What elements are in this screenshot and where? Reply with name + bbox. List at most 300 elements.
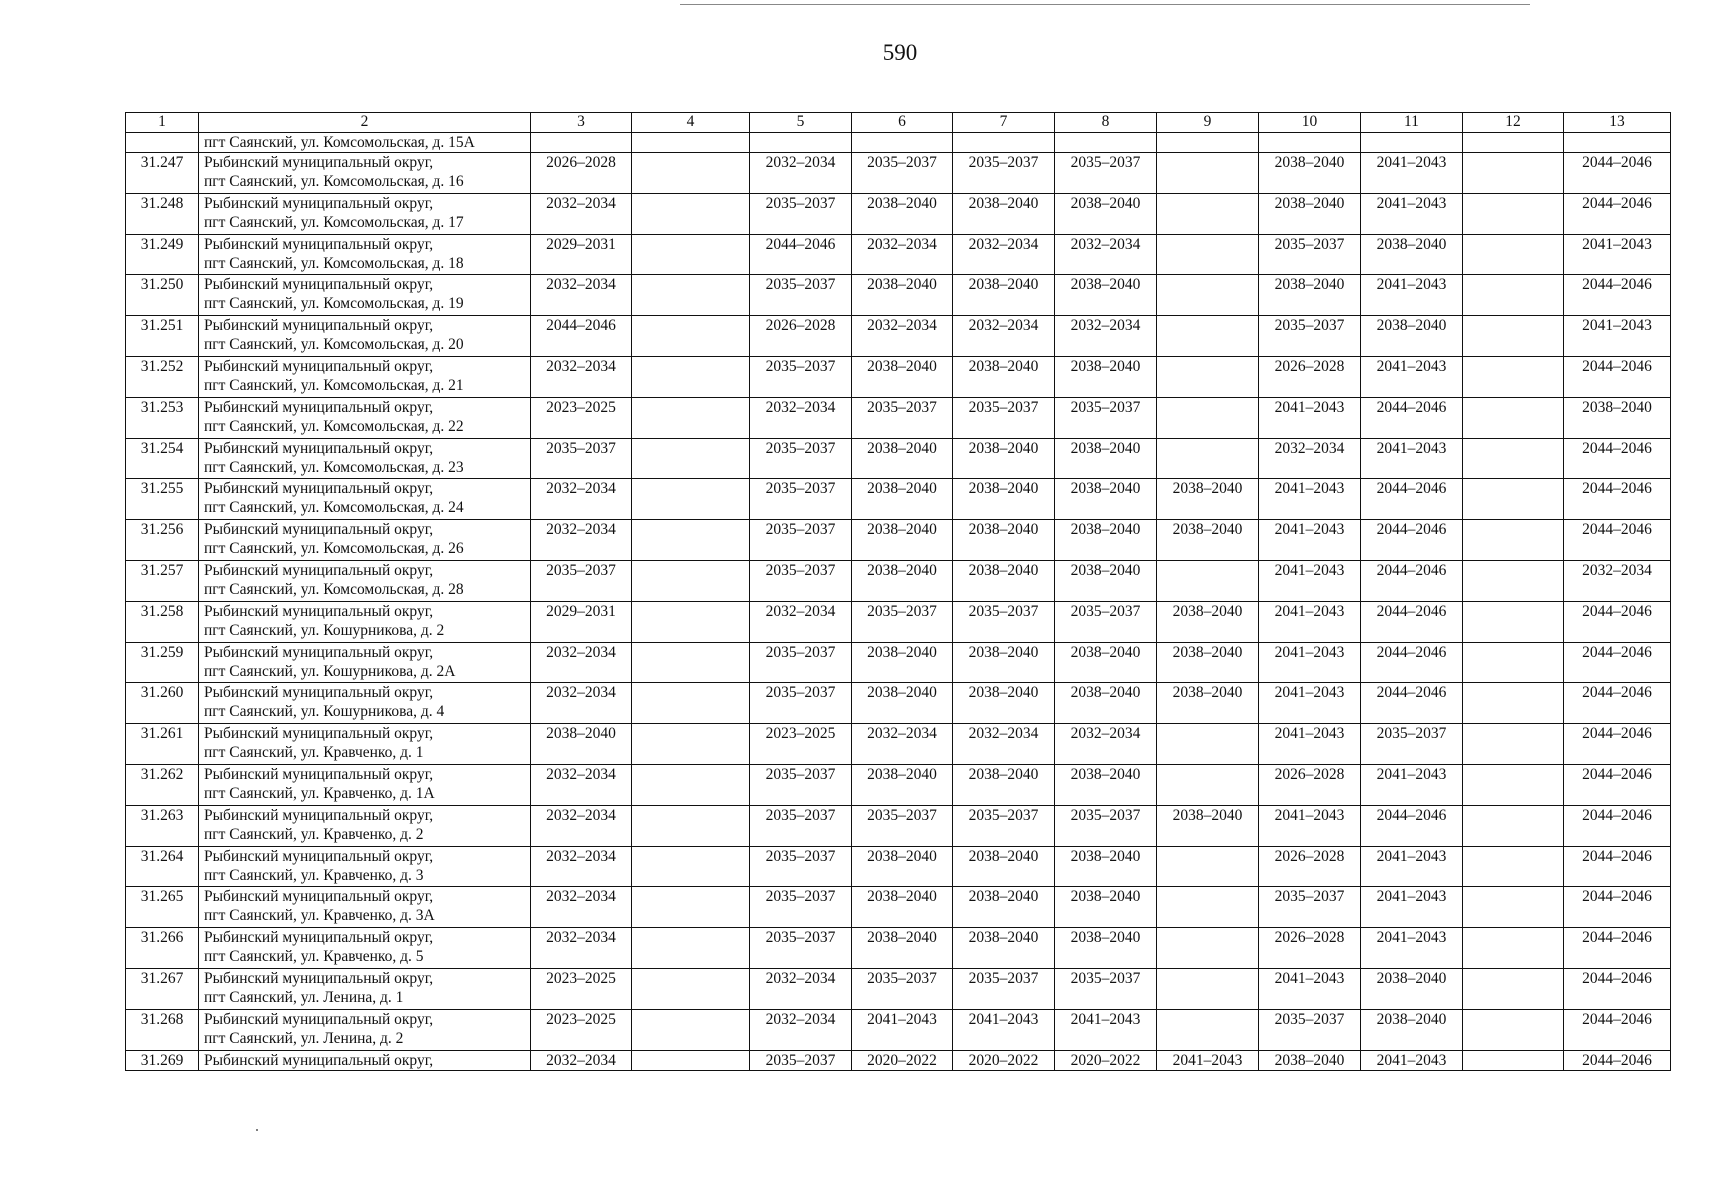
period-cell-col-5: 2035–2037 [750,560,852,601]
period-cell-col-4 [632,275,750,316]
period-cell-col-8: 2035–2037 [1055,397,1157,438]
address-line-2: пгт Саянский, ул. Кравченко, д. 3А [204,907,435,925]
period-cell-col-12 [1463,520,1564,561]
period-cell-col-4 [632,1009,750,1050]
period-cell-col-12 [1463,683,1564,724]
period-cell-col-3: 2032–2034 [531,764,632,805]
period-cell-col-6: 2038–2040 [852,275,953,316]
period-cell-col-5: 2035–2037 [750,356,852,397]
period-cell-col-10: 2038–2040 [1259,193,1361,234]
period-cell-col-11: 2044–2046 [1361,805,1463,846]
address-line-1: Рыбинский муниципальный округ, [204,806,434,824]
period-cell-col-4 [632,968,750,1009]
table-row [126,275,1671,316]
period-cell-col-9 [1157,968,1259,1009]
period-cell-col-10: 2041–2043 [1259,601,1361,642]
period-cell-col-3: 2023–2025 [531,968,632,1009]
period-cell-col-13: 2032–2034 [1564,560,1671,601]
period-cell-col-11: 2044–2046 [1361,601,1463,642]
period-cell-col-8: 2038–2040 [1055,520,1157,561]
period-cell-col-13: 2044–2046 [1564,193,1671,234]
period-cell-col-8: 2035–2037 [1055,968,1157,1009]
column-number-9: 9 [1157,113,1259,133]
period-cell-col-10: 2041–2043 [1259,805,1361,846]
table-row [126,560,1671,601]
period-cell-col-11: 2041–2043 [1361,438,1463,479]
period-cell-col-7 [953,133,1055,153]
period-cell-col-12 [1463,601,1564,642]
period-cell-col-6: 2038–2040 [852,642,953,683]
period-cell-col-11: 2044–2046 [1361,479,1463,520]
address-cell [199,1050,531,1070]
period-cell-col-5: 2035–2037 [750,928,852,969]
row-number: 31.252 [126,356,199,397]
period-cell-col-5: 2032–2034 [750,153,852,194]
period-cell-col-4 [632,805,750,846]
address-line-2: пгт Саянский, ул. Комсомольская, д. 21 [204,376,464,394]
table-row [126,805,1671,846]
period-cell-col-13: 2038–2040 [1564,397,1671,438]
period-cell-col-4 [632,153,750,194]
period-cell-col-10: 2026–2028 [1259,356,1361,397]
period-cell-col-10: 2038–2040 [1259,275,1361,316]
period-cell-col-10: 2035–2037 [1259,234,1361,275]
address-line-1: Рыбинский муниципальный округ, [204,684,434,702]
period-cell-col-10 [1259,133,1361,153]
period-cell-col-10: 2026–2028 [1259,928,1361,969]
row-number [126,133,199,153]
row-number: 31.256 [126,520,199,561]
period-cell-col-4 [632,356,750,397]
period-cell-col-5: 2035–2037 [750,764,852,805]
address-line-1: Рыбинский муниципальный округ, [204,480,434,498]
table-row [126,193,1671,234]
address-cell [199,846,531,887]
address-cell [199,520,531,561]
period-cell-col-4 [632,133,750,153]
address-line-1: Рыбинский муниципальный округ, [204,765,434,783]
scan-speck [256,1129,258,1131]
period-cell-col-3: 2023–2025 [531,1009,632,1050]
period-cell-col-3: 2023–2025 [531,397,632,438]
period-cell-col-10: 2041–2043 [1259,968,1361,1009]
period-cell-col-9 [1157,887,1259,928]
period-cell-col-7: 2038–2040 [953,887,1055,928]
period-cell-col-5: 2035–2037 [750,1050,852,1070]
period-cell-col-12 [1463,805,1564,846]
address-cell [199,316,531,357]
period-cell-col-11: 2041–2043 [1361,356,1463,397]
period-cell-col-6: 2041–2043 [852,1009,953,1050]
column-number-11: 11 [1361,113,1463,133]
period-cell-col-6: 2038–2040 [852,928,953,969]
period-cell-col-7: 2038–2040 [953,479,1055,520]
column-number-8: 8 [1055,113,1157,133]
period-cell-col-7: 2038–2040 [953,683,1055,724]
table-body [126,133,1671,1071]
period-cell-col-3: 2026–2028 [531,153,632,194]
period-cell-col-6: 2035–2037 [852,601,953,642]
period-cell-col-9 [1157,133,1259,153]
period-cell-col-12 [1463,479,1564,520]
period-cell-col-5: 2035–2037 [750,275,852,316]
period-cell-col-8: 2038–2040 [1055,764,1157,805]
period-cell-col-6: 2038–2040 [852,438,953,479]
period-cell-col-10: 2035–2037 [1259,887,1361,928]
period-cell-col-6: 2038–2040 [852,764,953,805]
period-cell-col-4 [632,479,750,520]
column-number-5: 5 [750,113,852,133]
period-cell-col-5: 2026–2028 [750,316,852,357]
period-cell-col-3: 2044–2046 [531,316,632,357]
period-cell-col-13: 2044–2046 [1564,968,1671,1009]
address-cell [199,560,531,601]
period-cell-col-12 [1463,1009,1564,1050]
address-cell [199,234,531,275]
period-cell-col-9: 2038–2040 [1157,683,1259,724]
address-line-1: Рыбинский муниципальный округ, [204,276,434,294]
period-cell-col-4 [632,887,750,928]
period-cell-col-3: 2032–2034 [531,683,632,724]
period-cell-col-13: 2044–2046 [1564,356,1671,397]
column-number-12: 12 [1463,113,1564,133]
period-cell-col-9: 2038–2040 [1157,805,1259,846]
address-cell [199,724,531,765]
address-line-2: пгт Саянский, ул. Кравченко, д. 2 [204,825,424,843]
address-cell [199,887,531,928]
period-cell-col-10: 2032–2034 [1259,438,1361,479]
address-line-2: пгт Саянский, ул. Комсомольская, д. 22 [204,417,464,435]
address-line-1: Рыбинский муниципальный округ, [204,317,434,335]
period-cell-col-10: 2041–2043 [1259,560,1361,601]
address-cell [199,968,531,1009]
period-cell-col-5: 2035–2037 [750,438,852,479]
table-row [126,234,1671,275]
table-row [126,1009,1671,1050]
address-cell [199,193,531,234]
period-cell-col-7: 2038–2040 [953,193,1055,234]
period-cell-col-13: 2044–2046 [1564,520,1671,561]
period-cell-col-12 [1463,397,1564,438]
address-line-1: Рыбинский муниципальный округ, [204,643,434,661]
period-cell-col-4 [632,1050,750,1070]
period-cell-col-9 [1157,316,1259,357]
address-line-1: Рыбинский муниципальный округ, [204,602,434,620]
period-cell-col-6: 2035–2037 [852,968,953,1009]
period-cell-col-6: 2038–2040 [852,520,953,561]
address-line-1: Рыбинский муниципальный округ, [204,235,434,253]
period-cell-col-6: 2038–2040 [852,193,953,234]
period-cell-col-8: 2038–2040 [1055,887,1157,928]
period-cell-col-4 [632,928,750,969]
period-cell-col-8: 2038–2040 [1055,683,1157,724]
period-cell-col-9 [1157,193,1259,234]
period-cell-col-12 [1463,846,1564,887]
period-cell-col-9: 2041–2043 [1157,1050,1259,1070]
period-cell-col-8: 2032–2034 [1055,724,1157,765]
address-cell [199,397,531,438]
period-cell-col-3: 2032–2034 [531,275,632,316]
period-cell-col-4 [632,316,750,357]
address-line-1: Рыбинский муниципальный округ, [204,725,434,743]
period-cell-col-4 [632,193,750,234]
period-cell-col-5: 2032–2034 [750,397,852,438]
period-cell-col-9: 2038–2040 [1157,642,1259,683]
period-cell-col-4 [632,520,750,561]
period-cell-col-13: 2044–2046 [1564,601,1671,642]
period-cell-col-13: 2044–2046 [1564,1009,1671,1050]
table-row [126,764,1671,805]
period-cell-col-12 [1463,234,1564,275]
address-line-1: Рыбинский муниципальный округ, [204,969,434,987]
period-cell-col-5: 2035–2037 [750,642,852,683]
period-cell-col-8: 2038–2040 [1055,193,1157,234]
period-cell-col-11 [1361,133,1463,153]
row-number: 31.257 [126,560,199,601]
period-cell-col-12 [1463,887,1564,928]
period-cell-col-12 [1463,642,1564,683]
period-cell-col-12 [1463,438,1564,479]
row-number: 31.265 [126,887,199,928]
period-cell-col-10: 2035–2037 [1259,1009,1361,1050]
period-cell-col-3: 2038–2040 [531,724,632,765]
period-cell-col-12 [1463,275,1564,316]
period-cell-col-6 [852,133,953,153]
period-cell-col-10: 2026–2028 [1259,764,1361,805]
period-cell-col-9: 2038–2040 [1157,601,1259,642]
period-cell-col-6: 2035–2037 [852,153,953,194]
address-line-2: пгт Саянский, ул. Комсомольская, д. 24 [204,499,464,517]
period-cell-col-9 [1157,560,1259,601]
period-cell-col-5: 2044–2046 [750,234,852,275]
period-cell-col-12 [1463,560,1564,601]
row-number: 31.266 [126,928,199,969]
period-cell-col-12 [1463,193,1564,234]
period-cell-col-13: 2044–2046 [1564,805,1671,846]
period-cell-col-10: 2041–2043 [1259,520,1361,561]
period-cell-col-8: 2038–2040 [1055,479,1157,520]
address-line-1: Рыбинский муниципальный округ, [204,1051,434,1069]
period-cell-col-11: 2041–2043 [1361,846,1463,887]
period-cell-col-5: 2035–2037 [750,193,852,234]
table-row [126,1050,1671,1070]
period-cell-col-7: 2038–2040 [953,356,1055,397]
address-line-1: Рыбинский муниципальный округ, [204,439,434,457]
period-cell-col-8: 2041–2043 [1055,1009,1157,1050]
address-line-2: пгт Саянский, ул. Комсомольская, д. 15А [204,134,475,151]
period-cell-col-4 [632,683,750,724]
row-number: 31.269 [126,1050,199,1070]
address-cell [199,153,531,194]
address-line-2: пгт Саянский, ул. Комсомольская, д. 19 [204,295,464,313]
row-number: 31.249 [126,234,199,275]
period-cell-col-11: 2044–2046 [1361,683,1463,724]
period-cell-col-13: 2044–2046 [1564,928,1671,969]
period-cell-col-13: 2044–2046 [1564,1050,1671,1070]
top-rule [680,4,1530,5]
period-cell-col-8: 2038–2040 [1055,438,1157,479]
period-cell-col-12 [1463,968,1564,1009]
period-cell-col-11: 2038–2040 [1361,316,1463,357]
period-cell-col-6: 2038–2040 [852,887,953,928]
period-cell-col-7: 2035–2037 [953,968,1055,1009]
period-cell-col-9 [1157,275,1259,316]
period-cell-col-3: 2029–2031 [531,234,632,275]
period-cell-col-8: 2032–2034 [1055,316,1157,357]
period-cell-col-4 [632,397,750,438]
table-row [126,887,1671,928]
period-cell-col-11: 2035–2037 [1361,724,1463,765]
period-cell-col-7: 2035–2037 [953,153,1055,194]
period-cell-col-9 [1157,153,1259,194]
address-line-2: пгт Саянский, ул. Комсомольская, д. 28 [204,580,464,598]
period-cell-col-3 [531,133,632,153]
period-cell-col-6: 2038–2040 [852,683,953,724]
row-number: 31.261 [126,724,199,765]
period-cell-col-12 [1463,724,1564,765]
address-cell [199,642,531,683]
address-line-1: Рыбинский муниципальный округ, [204,357,434,375]
address-line-1: Рыбинский муниципальный округ, [204,398,434,416]
period-cell-col-8: 2038–2040 [1055,846,1157,887]
column-number-4: 4 [632,113,750,133]
period-cell-col-11: 2041–2043 [1361,764,1463,805]
period-cell-col-13: 2044–2046 [1564,683,1671,724]
period-cell-col-6: 2032–2034 [852,234,953,275]
period-cell-col-7: 2032–2034 [953,316,1055,357]
period-cell-col-5: 2035–2037 [750,887,852,928]
period-cell-col-3: 2032–2034 [531,642,632,683]
row-number: 31.251 [126,316,199,357]
period-cell-col-12 [1463,764,1564,805]
period-cell-col-9 [1157,1009,1259,1050]
period-cell-col-6: 2035–2037 [852,397,953,438]
period-cell-col-5: 2032–2034 [750,1009,852,1050]
period-cell-col-10: 2038–2040 [1259,153,1361,194]
period-cell-col-11: 2041–2043 [1361,928,1463,969]
period-cell-col-11: 2041–2043 [1361,275,1463,316]
period-cell-col-12 [1463,928,1564,969]
address-line-1: Рыбинский муниципальный округ, [204,847,434,865]
period-cell-col-3: 2032–2034 [531,846,632,887]
period-cell-col-13: 2044–2046 [1564,153,1671,194]
period-cell-col-6: 2032–2034 [852,316,953,357]
table-row [126,724,1671,765]
period-cell-col-6: 2038–2040 [852,356,953,397]
address-line-1: Рыбинский муниципальный округ, [204,561,434,579]
period-cell-col-5: 2035–2037 [750,479,852,520]
period-cell-col-7: 2035–2037 [953,397,1055,438]
period-cell-col-8: 2035–2037 [1055,153,1157,194]
schedule-table [125,112,1671,1071]
period-cell-col-3: 2032–2034 [531,520,632,561]
period-cell-col-5: 2035–2037 [750,683,852,724]
address-cell [199,928,531,969]
period-cell-col-8 [1055,133,1157,153]
period-cell-col-10: 2041–2043 [1259,479,1361,520]
period-cell-col-3: 2032–2034 [531,356,632,397]
period-cell-col-6: 2038–2040 [852,479,953,520]
period-cell-col-12 [1463,1050,1564,1070]
column-number-13: 13 [1564,113,1671,133]
period-cell-col-13: 2044–2046 [1564,479,1671,520]
table-row [126,438,1671,479]
period-cell-col-7: 2032–2034 [953,234,1055,275]
period-cell-col-4 [632,642,750,683]
period-cell-col-8: 2038–2040 [1055,928,1157,969]
address-line-1: Рыбинский муниципальный округ, [204,194,434,212]
period-cell-col-8: 2038–2040 [1055,275,1157,316]
column-number-header-row [126,113,1671,133]
period-cell-col-10: 2041–2043 [1259,397,1361,438]
address-line-1: Рыбинский муниципальный округ, [204,521,434,539]
period-cell-col-11: 2044–2046 [1361,520,1463,561]
period-cell-col-6: 2038–2040 [852,560,953,601]
table-row [126,479,1671,520]
period-cell-col-4 [632,560,750,601]
row-number: 31.247 [126,153,199,194]
row-number: 31.268 [126,1009,199,1050]
period-cell-col-6: 2032–2034 [852,724,953,765]
period-cell-col-13: 2041–2043 [1564,234,1671,275]
period-cell-col-11: 2044–2046 [1361,397,1463,438]
address-line-1: Рыбинский муниципальный округ, [204,888,434,906]
address-cell [199,133,531,153]
table-row [126,601,1671,642]
period-cell-col-10: 2035–2037 [1259,316,1361,357]
address-line-2: пгт Саянский, ул. Ленина, д. 1 [204,988,404,1006]
period-cell-col-7: 2038–2040 [953,846,1055,887]
row-number: 31.264 [126,846,199,887]
period-cell-col-9 [1157,928,1259,969]
period-cell-col-3: 2032–2034 [531,193,632,234]
period-cell-col-9 [1157,356,1259,397]
period-cell-col-9 [1157,724,1259,765]
column-number-10: 10 [1259,113,1361,133]
period-cell-col-13: 2044–2046 [1564,724,1671,765]
period-cell-col-5: 2035–2037 [750,805,852,846]
period-cell-col-3: 2032–2034 [531,928,632,969]
address-line-2: пгт Саянский, ул. Комсомольская, д. 17 [204,213,464,231]
column-number-1: 1 [126,113,199,133]
period-cell-col-6: 2020–2022 [852,1050,953,1070]
period-cell-col-7: 2038–2040 [953,928,1055,969]
address-line-2: пгт Саянский, ул. Кравченко, д. 1А [204,784,435,802]
column-number-6: 6 [852,113,953,133]
period-cell-col-12 [1463,153,1564,194]
period-cell-col-11: 2044–2046 [1361,560,1463,601]
address-line-2: пгт Саянский, ул. Кошурникова, д. 4 [204,703,445,721]
period-cell-col-8: 2038–2040 [1055,356,1157,397]
period-cell-col-7: 2038–2040 [953,275,1055,316]
address-line-2: пгт Саянский, ул. Комсомольская, д. 23 [204,458,464,476]
address-cell [199,683,531,724]
period-cell-col-5: 2023–2025 [750,724,852,765]
period-cell-col-7: 2032–2034 [953,724,1055,765]
period-cell-col-7: 2020–2022 [953,1050,1055,1070]
address-cell [199,764,531,805]
row-number: 31.250 [126,275,199,316]
period-cell-col-12 [1463,133,1564,153]
period-cell-col-9 [1157,764,1259,805]
period-cell-col-7: 2035–2037 [953,805,1055,846]
period-cell-col-9: 2038–2040 [1157,520,1259,561]
period-cell-col-6: 2035–2037 [852,805,953,846]
column-number-3: 3 [531,113,632,133]
period-cell-col-11: 2041–2043 [1361,887,1463,928]
table-row [126,846,1671,887]
period-cell-col-11: 2038–2040 [1361,234,1463,275]
